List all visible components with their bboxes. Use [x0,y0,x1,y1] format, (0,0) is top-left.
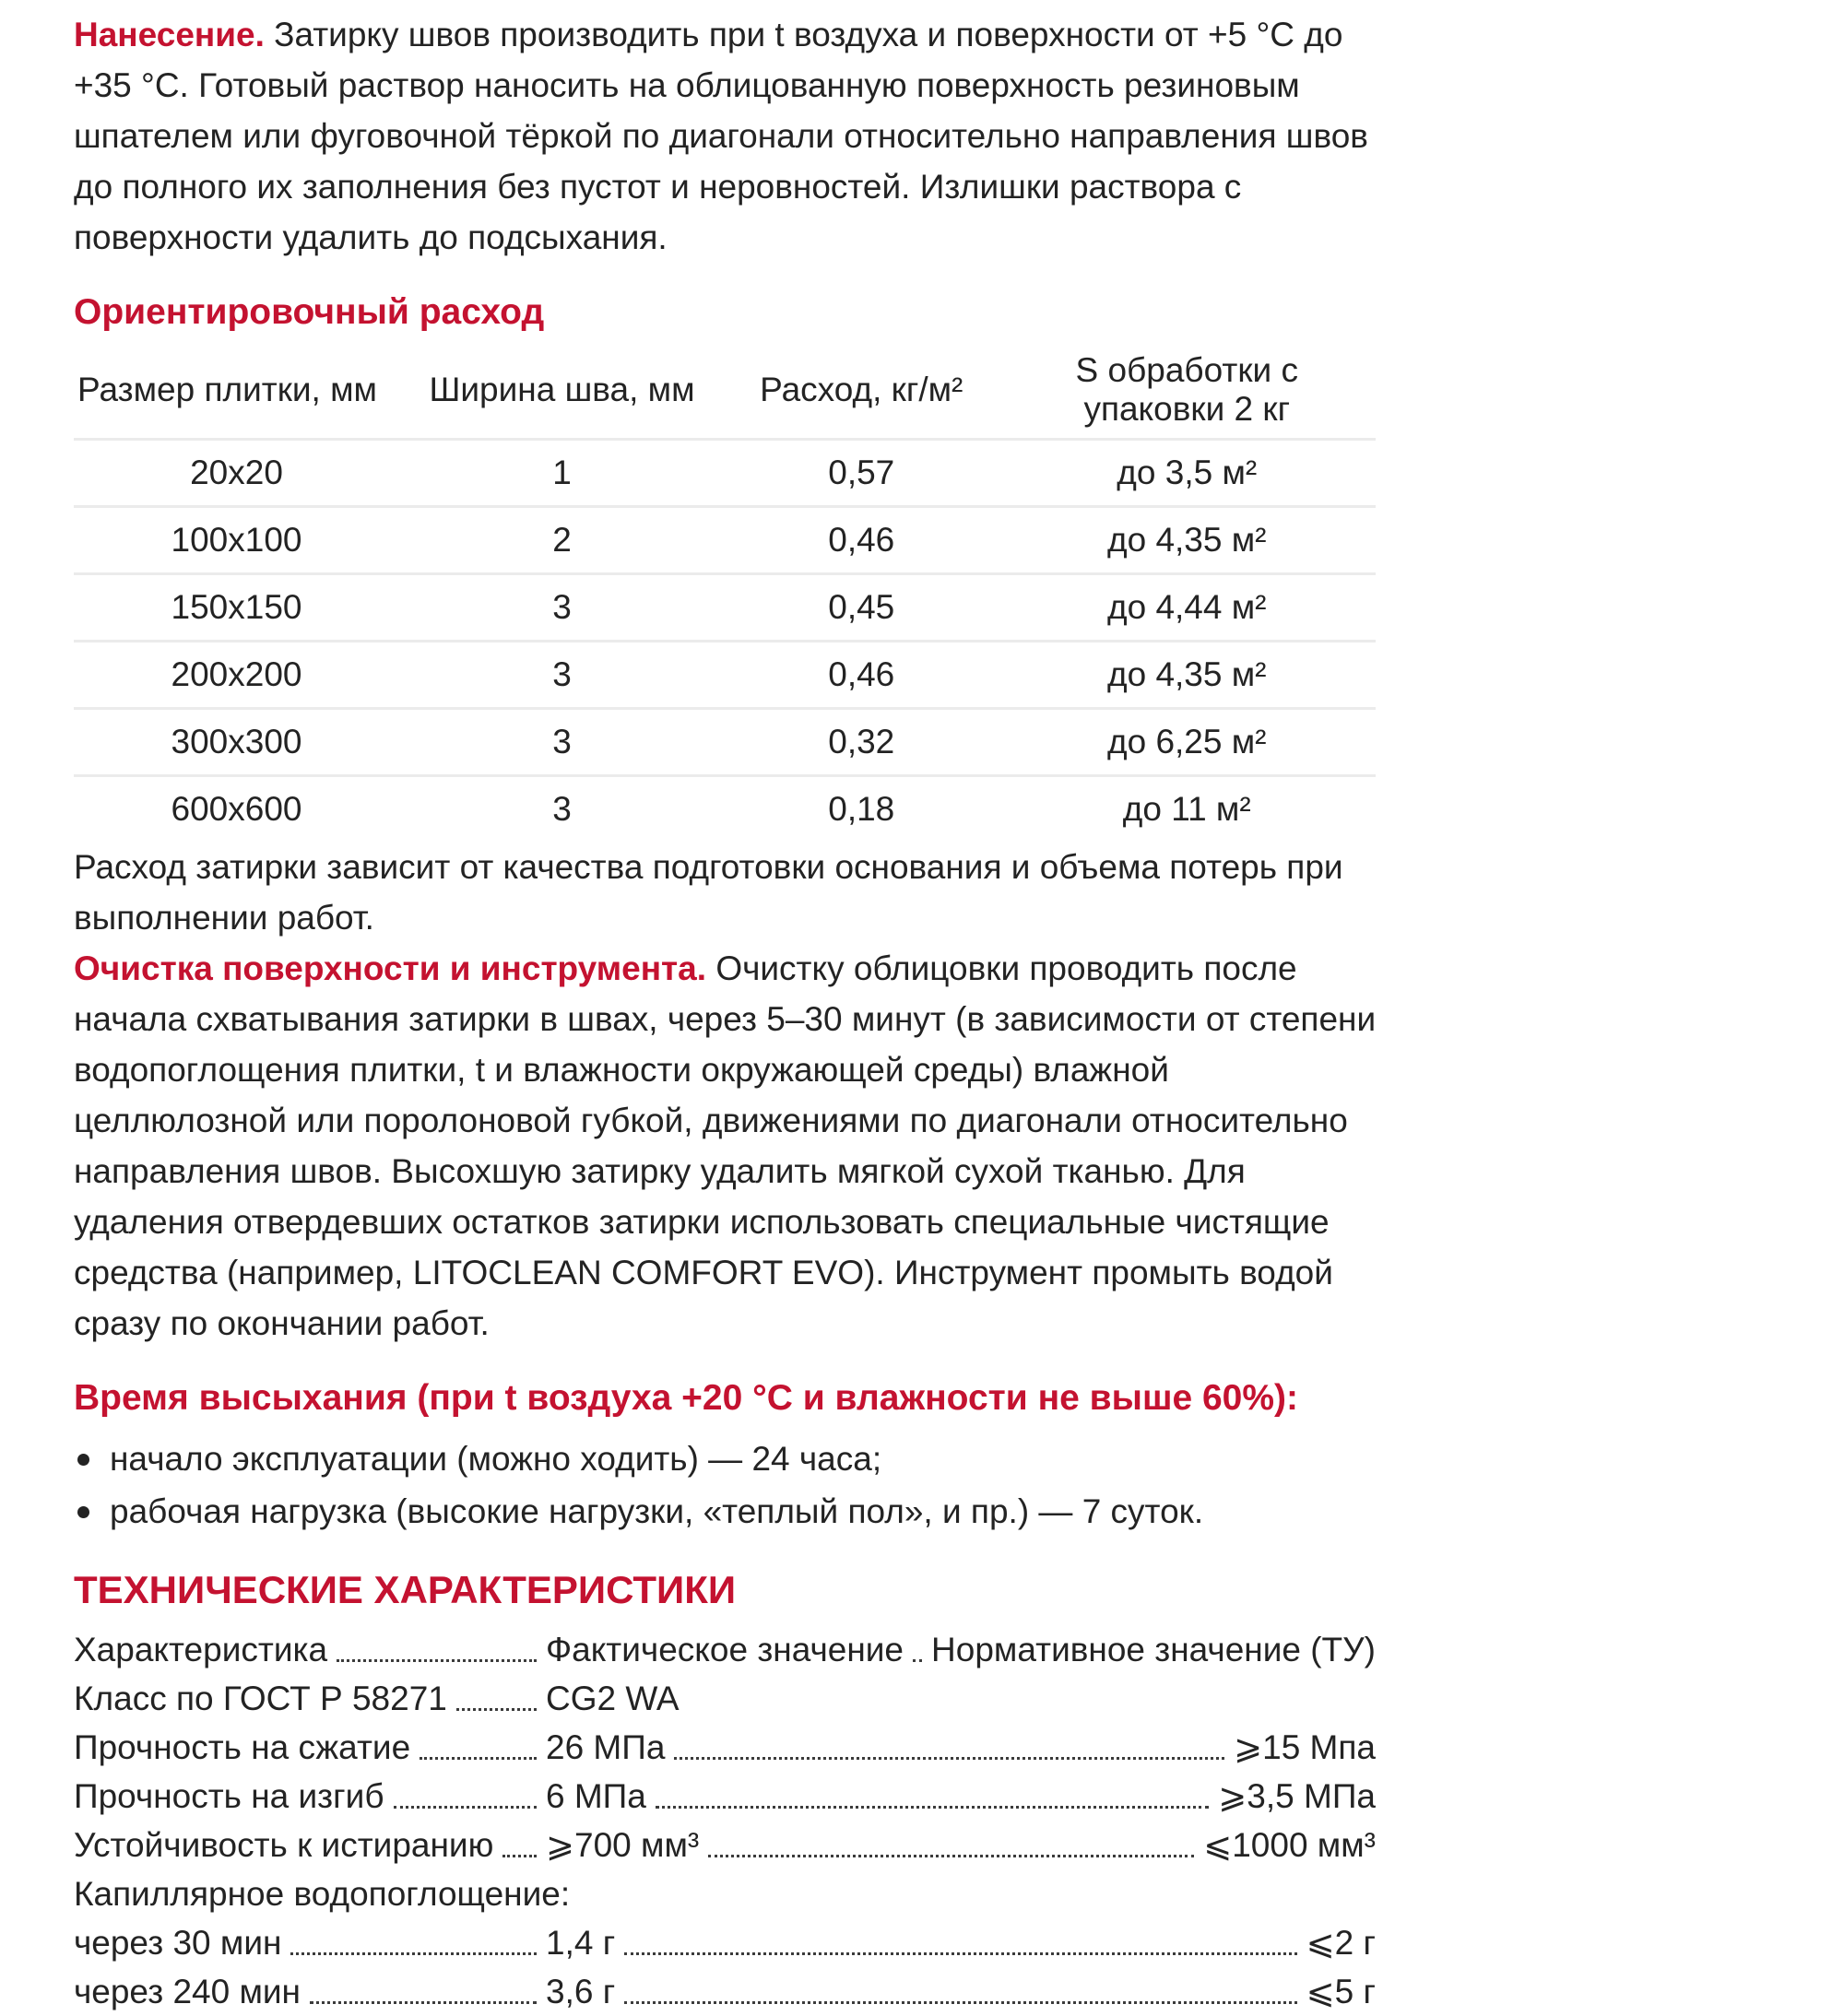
spec-value: 26 МПа [546,1728,666,1766]
spec-row [74,1772,1376,1821]
spec-norm: ⩾3,5 МПа [1218,1777,1376,1815]
cell-seam-width: 3 [399,642,725,709]
consumption-note: Расход затирки зависит от качества подготовки основания и объема потерь при выполнении работ. [74,848,1343,937]
cell-consumption: 0,32 [725,709,999,776]
cell-tile-size: 150x150 [74,574,399,642]
cell-tile-size: 100x100 [74,507,399,574]
col-header-seam-width: Ширина шва, мм [399,348,725,440]
table-row [74,776,1376,843]
spec-norm: ⩽5 г [1306,1973,1376,2010]
dot-leader [624,2001,1296,2004]
spec-norm: ⩾15 Мпа [1234,1728,1376,1766]
cell-consumption: 0,57 [828,454,895,491]
spec-row [74,1674,1376,1723]
consumption-heading: Ориентировочный расход [74,292,545,332]
spec-row [74,1723,1376,1772]
cell-seam-width: 1 [552,454,572,491]
cell-seam-width: 2 [399,507,725,574]
col-header-consumption: Расход, кг/м² [725,348,999,440]
dot-leader [394,1806,537,1809]
application-text: Затирку швов производить при t воздуха и поверхности от +5 °C до +35 °C. Готовый раствор наносить на облицованную поверхность резиновым шпателем или фуговочной тёркой по диагонали относительно направления швов до полного их заполнения без пустот и неровностей. Излишки раствора с поверхности удалить до подсыхания. [74,16,1368,256]
spec-value: 6 МПа [546,1777,646,1815]
spec-value: Фактическое значение [546,1631,904,1668]
application-lead-label: Нанесение. [74,16,265,53]
cell-consumption: 0,46 [725,642,999,709]
table-row [74,507,1376,574]
dot-leader [674,1757,1224,1760]
cell-seam-width: 3 [399,574,725,642]
dot-leader [337,1659,537,1662]
spec-label: Прочность на изгиб [74,1777,384,1815]
bullet-icon [77,1506,89,1518]
drying-bullet-text: начало эксплуатации (можно ходить) — 24 часа; [110,1440,882,1478]
table-row [74,642,1376,709]
cell-coverage: до 11 м² [999,776,1376,843]
cell-tile-size: 200x200 [74,642,399,709]
spec-row [74,1869,1376,1918]
dot-leader [310,2001,537,2004]
cell-tile-size: 300x300 [74,709,399,776]
spec-row-header [74,1625,1376,1674]
spec-value: 1,4 г [546,1924,616,1962]
spec-label: Класс по ГОСТ Р 58271 [74,1680,447,1717]
dot-leader [290,1952,537,1955]
cell-coverage: до 4,35 м² [999,642,1376,709]
spec-label: Характеристика [74,1631,328,1668]
cell-tile-size: 600x600 [74,776,399,843]
spec-row [74,1918,1376,1967]
spec-value: CG2 WA [546,1680,680,1717]
dot-leader [913,1659,922,1662]
dot-leader [456,1708,537,1711]
table-header-row [74,348,1376,440]
application-paragraph [74,9,1383,263]
cell-tile-size: 20x20 [190,454,283,491]
cell-coverage: до 4,44 м² [999,574,1376,642]
table-row [74,709,1376,776]
consumption-table [74,348,1376,842]
drying-heading: Время высыхания (при t воздуха +20 °C и влажности не выше 60%): [74,1378,1299,1418]
cell-coverage: до 6,25 м² [999,709,1376,776]
dot-leader [420,1757,537,1760]
cell-consumption: 0,45 [725,574,999,642]
spec-label: через 240 мин [74,1973,301,2010]
dot-leader [502,1855,537,1857]
list-item [74,1433,1383,1484]
spec-norm: ⩽2 г [1306,1924,1376,1962]
cleaning-paragraph [74,943,1383,1349]
col-header-coverage: S обработки с упаковки 2 кг [999,348,1376,440]
cleaning-text: Очистку облицовки проводить после начала схватывания затирки в швах, через 5–30 минут (в зависимости от степени водопоглощения плитки, t и влажности окружающей среды) влажной целлюлозной или поролоновой губкой, движениями по диагонали относительно направления швов. Высохшую затирку удалить мягкой сухой тканью. Для удаления отвердевших остатков затирки использовать специальные чистящие средства (например, LITOCLEAN COMFORT EVO). Инструмент промыть водой сразу по окончании работ. [74,949,1377,1342]
table-row [74,574,1376,642]
spec-value: 3,6 г [546,1973,616,2010]
cleaning-lead-label: Очистка поверхности и инструмента. [74,949,707,987]
table-row [74,440,1376,507]
spec-value: ⩾700 мм³ [546,1826,700,1864]
dot-leader [708,1855,1194,1857]
bullet-icon [77,1454,89,1466]
spec-label: через 30 мин [74,1924,282,1962]
tech-heading: ТЕХНИЧЕСКИЕ ХАРАКТЕРИСТИКИ [74,1568,737,1611]
cell-coverage: до 3,5 м² [1117,454,1258,491]
spec-norm: Нормативное значение (ТУ) [931,1631,1376,1668]
cell-coverage: до 4,35 м² [999,507,1376,574]
spec-row [74,1821,1376,1869]
cell-seam-width: 3 [399,776,725,843]
cell-consumption: 0,46 [725,507,999,574]
spec-row [74,1967,1376,2016]
col-header-tile-size: Размер плитки, мм [74,348,399,440]
dot-leader [656,1806,1209,1809]
spec-label: Капиллярное водопоглощение: [74,1875,571,1913]
drying-bullet-text: рабочая нагрузка (высокие нагрузки, «теплый пол», и пр.) — 7 суток. [110,1492,1204,1530]
spec-label: Прочность на сжатие [74,1728,411,1766]
cell-consumption: 0,18 [725,776,999,843]
list-item [74,1486,1383,1537]
spec-label: Устойчивость к истиранию [74,1826,494,1864]
cell-seam-width: 3 [399,709,725,776]
dot-leader [624,1952,1296,1955]
spec-norm: ⩽1000 мм³ [1203,1826,1376,1864]
